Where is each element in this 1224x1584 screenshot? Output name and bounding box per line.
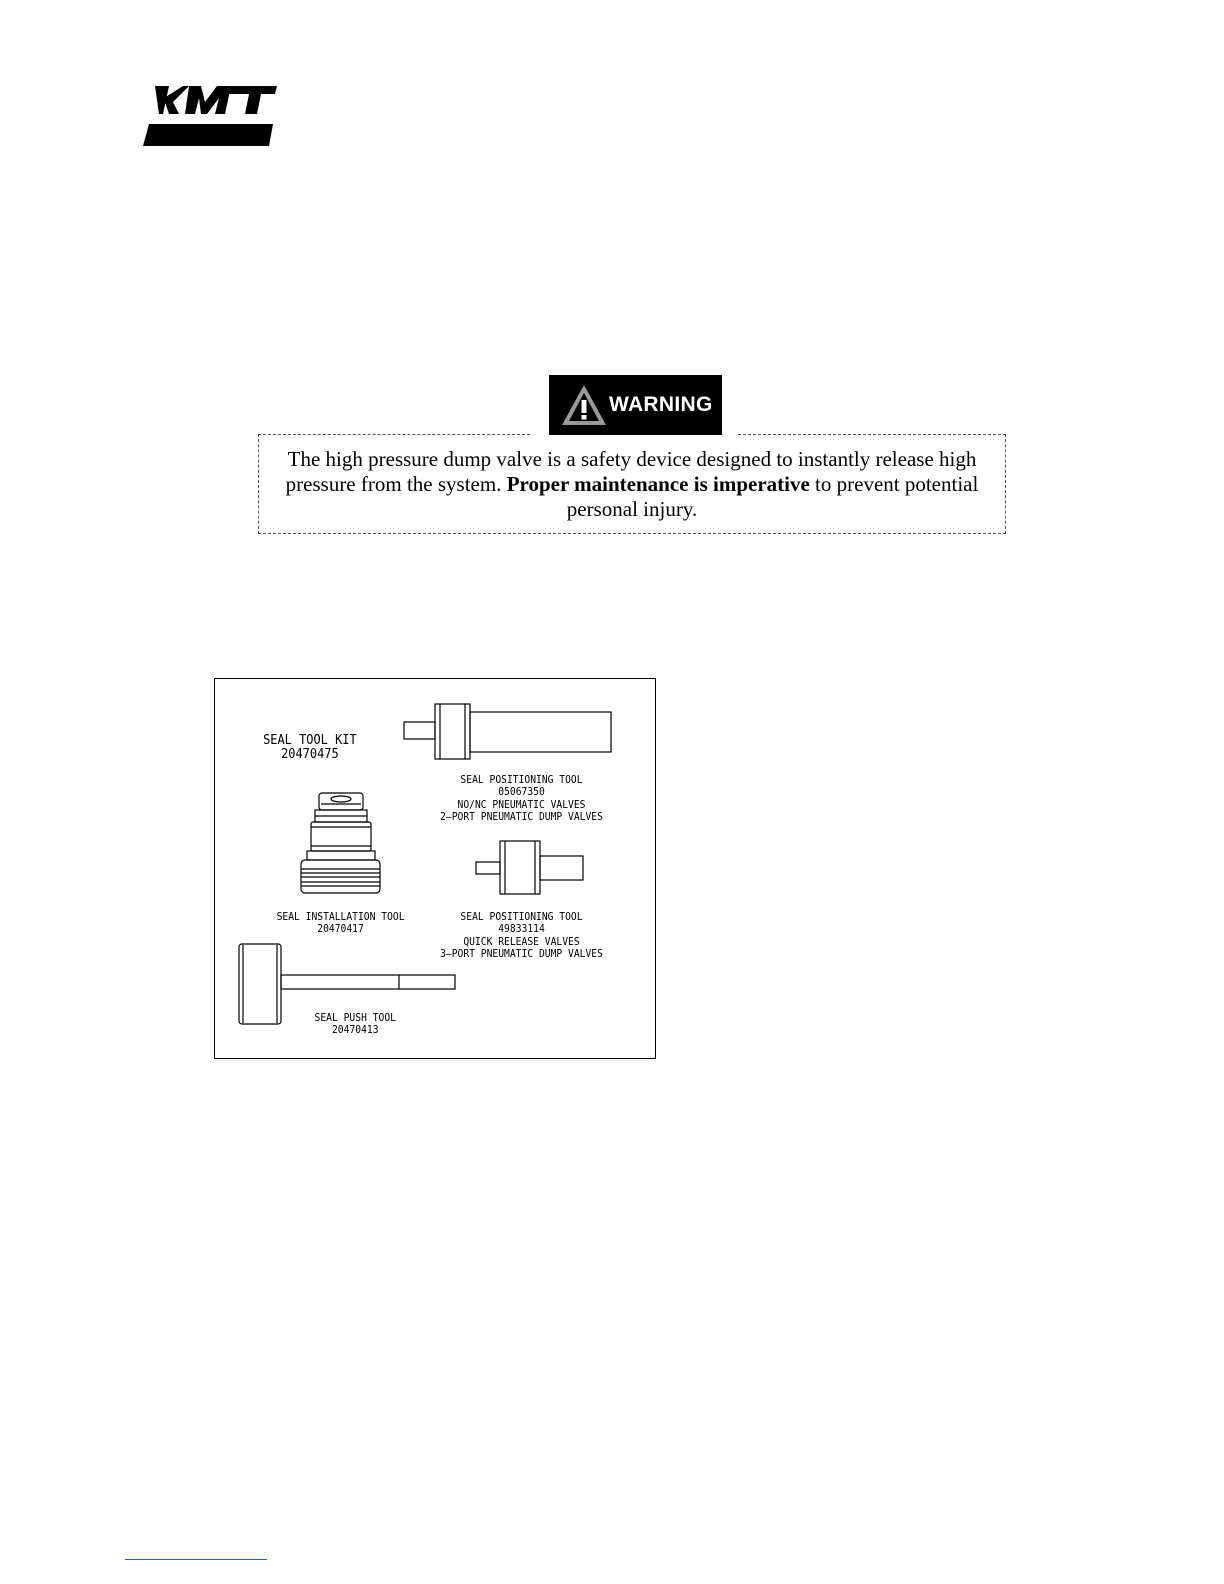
- seal-positioning-tool-1-name: SEAL POSITIONING TOOL: [460, 774, 583, 786]
- seal-positioning-tool-1-drawing: [404, 704, 611, 759]
- warning-triangle-icon: [559, 382, 609, 428]
- seal-push-tool-name: SEAL PUSH TOOL: [314, 1012, 396, 1024]
- warning-label: WARNING: [609, 393, 713, 416]
- seal-positioning-tool-2-name: SEAL POSITIONING TOOL: [460, 911, 583, 923]
- warning-text-emphasis: Proper maintenance is imperative: [506, 472, 810, 496]
- warning-text-end: to prevent potential personal injury.: [566, 472, 979, 521]
- seal-positioning-tool-2-use-2: 3–PORT PNEUMATIC DUMP VALVES: [440, 947, 603, 960]
- warning-badge: [549, 375, 722, 435]
- warning-text-intro: The high pressure dump valve is a safety device designed to instantly release high pressure from the system.: [285, 447, 977, 496]
- seal-push-tool-label: [315, 1012, 396, 1037]
- seal-positioning-tool-2-label: [440, 911, 603, 960]
- seal-positioning-tool-1-use-2: 2–PORT PNEUMATIC DUMP VALVES: [440, 810, 603, 823]
- seal-tool-kit-name: SEAL TOOL KIT: [263, 733, 357, 748]
- seal-push-tool-part: 20470413: [331, 1024, 379, 1037]
- seal-positioning-tool-1-use-1: NO/NC PNEUMATIC VALVES: [457, 798, 586, 811]
- seal-installation-tool-name: SEAL INSTALLATION TOOL: [276, 911, 405, 923]
- seal-installation-tool-label: [277, 911, 405, 936]
- warning-box: [258, 434, 1006, 534]
- seal-installation-tool-part: 20470417: [317, 923, 364, 936]
- seal-tool-kit-label: [263, 734, 357, 762]
- footer-rule: [125, 1559, 267, 1560]
- seal-tool-kit-figure: [214, 678, 656, 1059]
- seal-positioning-tool-2-part: 49833114: [498, 923, 545, 936]
- kmt-logo: [143, 84, 277, 148]
- seal-installation-tool-drawing: [301, 793, 380, 893]
- seal-positioning-tool-2-drawing: [476, 841, 583, 894]
- seal-positioning-tool-1-label: [440, 774, 603, 823]
- seal-positioning-tool-1-part: 05067350: [498, 786, 545, 799]
- seal-tool-kit-part: 20470475: [281, 747, 339, 762]
- seal-positioning-tool-2-use-1: QUICK RELEASE VALVES: [463, 935, 580, 948]
